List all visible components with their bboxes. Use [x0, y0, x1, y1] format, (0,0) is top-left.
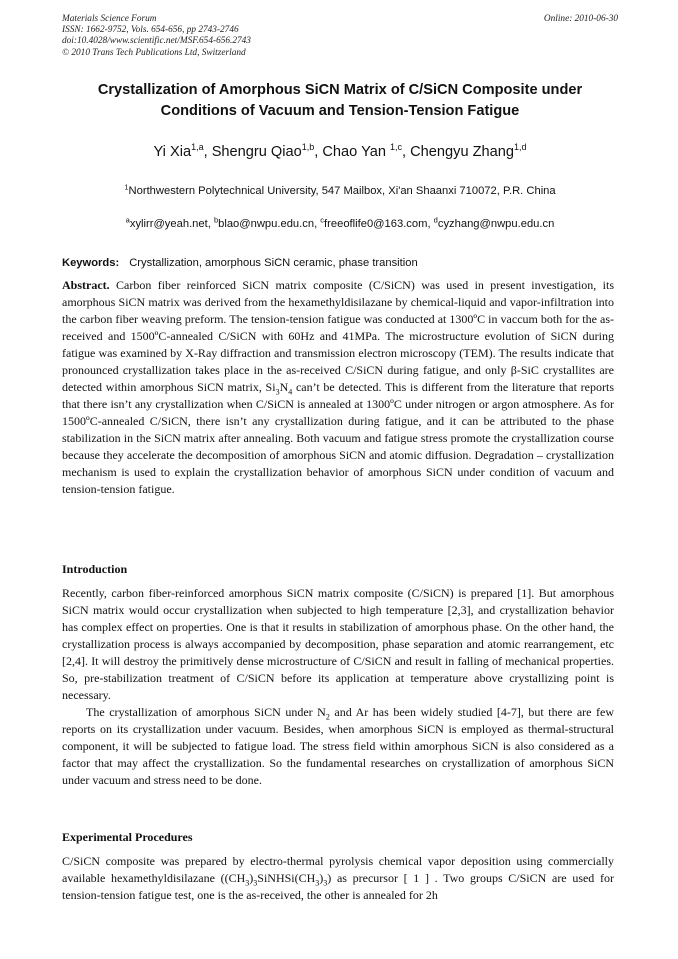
- paper-title: [62, 80, 618, 122]
- online-date: Online: 2010-06-30: [543, 14, 618, 24]
- title-line-1: Crystallization of Amorphous SiCN Matrix of C/SiCN Composite under: [97, 82, 583, 98]
- paragraph-text: ): [319, 871, 324, 885]
- keywords-text: Crystallization, amorphous SiCN ceramic, phase transition: [129, 257, 418, 269]
- abstract-text: Carbon fiber reinforced SiCN matrix composite (C/SiCN) was used in present investigation, its amorphous SiCN matrix was derived from the hexamethyldisilazane by chemical-liquid and vapor-infiltration into the carbon fiber weaving preform. The tension-tension fatigue was conducted at 1300ºC in vaccum both for the as-received and 1500ºC-annealed C/SiCN with 60Hz and 41MPa. The microstructure evolution of SiCN during fatigue was examined by X-Ray diffraction and transmission electron microscopy (TEM). The results indicate that pronounced crystallization takes place in the as-received C/SiCN during fatigue, and only β-SiC crystallites are detected within amorphous SiCN matrix, Si: [62, 278, 615, 394]
- keywords: [62, 255, 618, 271]
- affiliation-text: Northwestern Polytechnical University, 547 Mailbox, Xi'an Shaanxi 710072, P.R. China: [128, 185, 556, 197]
- abstract-text: can’t be detected. This is different from the literature that reports that there isn’t any crystallization when C/SiCN is annealed at 1300ºC under nitrogen or argon atmosphere. As for 1500ºC-annealed C/SiCN, there isn’t any crystallization during fatigue, and it can be attributed to the phase stabilization in the SiCN matrix after annealing. Both vacuum and fatigue stress promote the crystallization course because they accelerate the decomposition of amorphous SiCN and atomic diffusion. Degradation – crystallization mechanism is used to explain the crystallization behavior of amorphous SiCN under condition of vacuum and tension-tension fatigue.: [62, 380, 614, 496]
- introduction-paragraph: [62, 704, 614, 789]
- journal-name: Materials Science Forum: [62, 14, 157, 24]
- paragraph-text: The crystallization of amorphous SiCN under N: [86, 705, 326, 719]
- introduction-heading: Introduction: [62, 562, 128, 576]
- paragraph-sub: 2: [325, 712, 330, 722]
- abstract-sub: 3: [275, 387, 280, 397]
- journal-copyright: © 2010 Trans Tech Publications Ltd, Switzerland: [62, 47, 246, 58]
- journal-doi: doi:10.4028/www.scientific.net/MSF.654-656.2743: [62, 36, 251, 47]
- author-name: Chengyu Zhang: [410, 144, 514, 160]
- paragraph-text: ) as precursor [ 1 ] . Two groups C/SiCN are used for tension-tension fatigue test, one is the as-received, the other is annealed for 2h: [62, 871, 614, 902]
- keywords-label: Keywords:: [62, 257, 120, 269]
- email-sup: b: [213, 215, 219, 225]
- experimental-body: [62, 853, 614, 904]
- experimental-heading: Experimental Procedures: [62, 830, 193, 844]
- introduction-body: [62, 585, 614, 789]
- paragraph-sub: 3: [253, 878, 258, 888]
- author-sup: 1,d: [514, 142, 527, 153]
- journal-header: [62, 14, 618, 59]
- paragraph-text: and Ar has been widely studied [4-7], but there are few reports on its crystallization under vacuum. Besides, when amorphous SiCN is employed as thermal-structural component, it will be subjected to fatigue load. The stress field within amorphous SiCN is also considered as a factor that may affect the crystallization. So the fundamental researches on crystallization of amorphous SiCN under vacuum and stress need to be done.: [62, 705, 614, 787]
- author-name: Chao Yan: [322, 144, 386, 160]
- abstract-sub: 4: [288, 387, 293, 397]
- paragraph-text: ): [249, 871, 254, 885]
- author-name: Yi Xia: [153, 144, 192, 160]
- paragraph-text: SiNHSi(CH: [257, 871, 316, 885]
- introduction-paragraph: Recently, carbon fiber-reinforced amorphous SiCN matrix composite (C/SiCN) is prepared [1]. But amorphous SiCN matrix would occur crystallization when subjected to high temperature [2,3], and crystallization behavior has complex effect on properties. One is that it results in stabilization of amorphous phase. On the other hand, the crystallization process is always accompanied by decomposition, phase separation and atomic rearrangement, etc [2,4]. It will destroy the primitively dense microstructure of C/SiCN and result in falling of mechanical properties. So, pre-stabilization treatment of C/SiCN before its application at temperature above crystallizing point is necessary.: [62, 586, 614, 702]
- author-list: Yi Xia$^{1,a}$, Shengru Qiao$^{1,b}$, Chao Yan $^{1,c}$, Chengyu Zhang$^{1,d}$: [153, 142, 527, 160]
- author-sup: 1,a: [191, 142, 204, 153]
- author-name: Shengru Qiao: [211, 144, 302, 160]
- paragraph-sub: 3: [323, 878, 328, 888]
- title-line-2: Conditions of Vacuum and Tension-Tension Fatigue: [160, 103, 520, 119]
- paragraph-sub: 3: [245, 878, 250, 888]
- affiliation: [62, 183, 618, 199]
- email-list: [62, 216, 618, 232]
- email-sup: d: [433, 215, 438, 225]
- email-address[interactable]: xylirr@yeah.net,: [129, 218, 211, 230]
- author-sup: 1,b: [301, 142, 315, 153]
- email-sup: a: [125, 215, 130, 225]
- abstract-text: N: [279, 380, 289, 394]
- email-address[interactable]: freeoflife0@163.com,: [324, 218, 431, 230]
- abstract-label: Abstract.: [62, 278, 110, 292]
- paragraph-text: C/SiCN composite was prepared by electro-thermal pyrolysis chemical vapor deposition using commercially available hexamethyldisilazane ((CH: [62, 854, 614, 885]
- paragraph-sub: 3: [315, 878, 320, 888]
- email-address[interactable]: cyzhang@nwpu.edu.cn: [437, 218, 555, 230]
- experimental-paragraph: [62, 853, 614, 904]
- journal-issn: ISSN: 1662-9752, Vols. 654-656, pp 2743-2746: [62, 25, 239, 36]
- affiliation-sup: 1: [124, 182, 129, 192]
- author-sup: 1,c: [390, 142, 403, 153]
- email-address[interactable]: blao@nwpu.edu.cn,: [218, 218, 318, 230]
- email-sup: c: [320, 215, 325, 225]
- abstract: [62, 277, 614, 498]
